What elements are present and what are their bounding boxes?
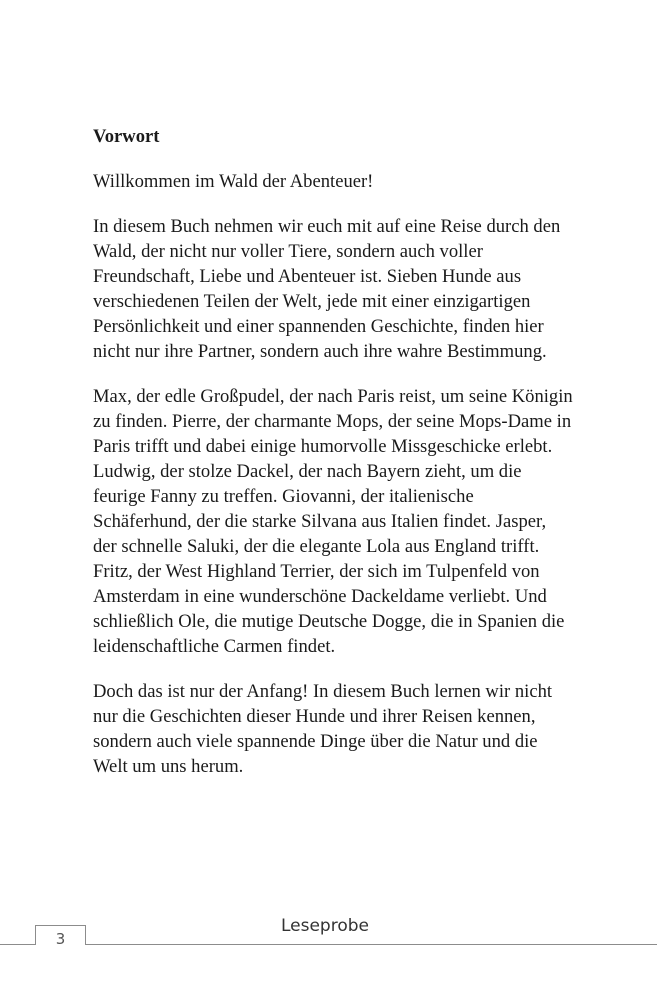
- paragraph-outlook: Doch das ist nur der Anfang! In diesem Buch lernen wir nicht nur die Geschichten dieser Hunde und ihrer Reisen kennen, sondern auch viele spannende Dinge über die Natur und die Welt um uns herum.: [93, 681, 553, 777]
- paragraph-welcome: Willkommen im Wald der Abenteuer!: [93, 171, 374, 192]
- page-body: [93, 124, 573, 799]
- section-heading: Vorwort: [93, 126, 160, 147]
- paragraph-dog-stories: Max, der edle Großpudel, der nach Paris reist, um seine Königin zu finden. Pierre, der charmante Mops, der seine Mops-Dame in Paris trifft und dabei einige humorvolle Missgeschicke erlebt. Ludwig, der stolze Dackel, der nach Bayern zieht, um die feurige Fanny zu treffen. Giovanni, der italienische Schäferhund, der die starke Silvana aus Italien findet. Jasper, der schnelle Saluki, der die elegante Lola aus England trifft. Fritz, der West Highland Terrier, der sich im Tulpenfeld von Amsterdam in eine wunderschöne Dackeldame verliebt. Und schließlich Ole, die mutige Deutsche Dogge, die in Spanien die leidenschaftliche Carmen findet.: [93, 386, 573, 657]
- footer-rule: [0, 944, 657, 945]
- footer-label: Leseprobe: [280, 916, 369, 936]
- page-number: 3: [55, 930, 66, 948]
- paragraph-introduction: In diesem Buch nehmen wir euch mit auf eine Reise durch den Wald, der nicht nur voller Tiere, sondern auch voller Freundschaft, Liebe und Abenteuer ist. Sieben Hunde aus verschiedenen Teilen der Welt, jede mit einer einzigartigen Persönlichkeit und einer spannenden Geschichte, finden hier nicht nur ihre Partner, sondern auch ihre wahre Bestimmung.: [93, 216, 561, 362]
